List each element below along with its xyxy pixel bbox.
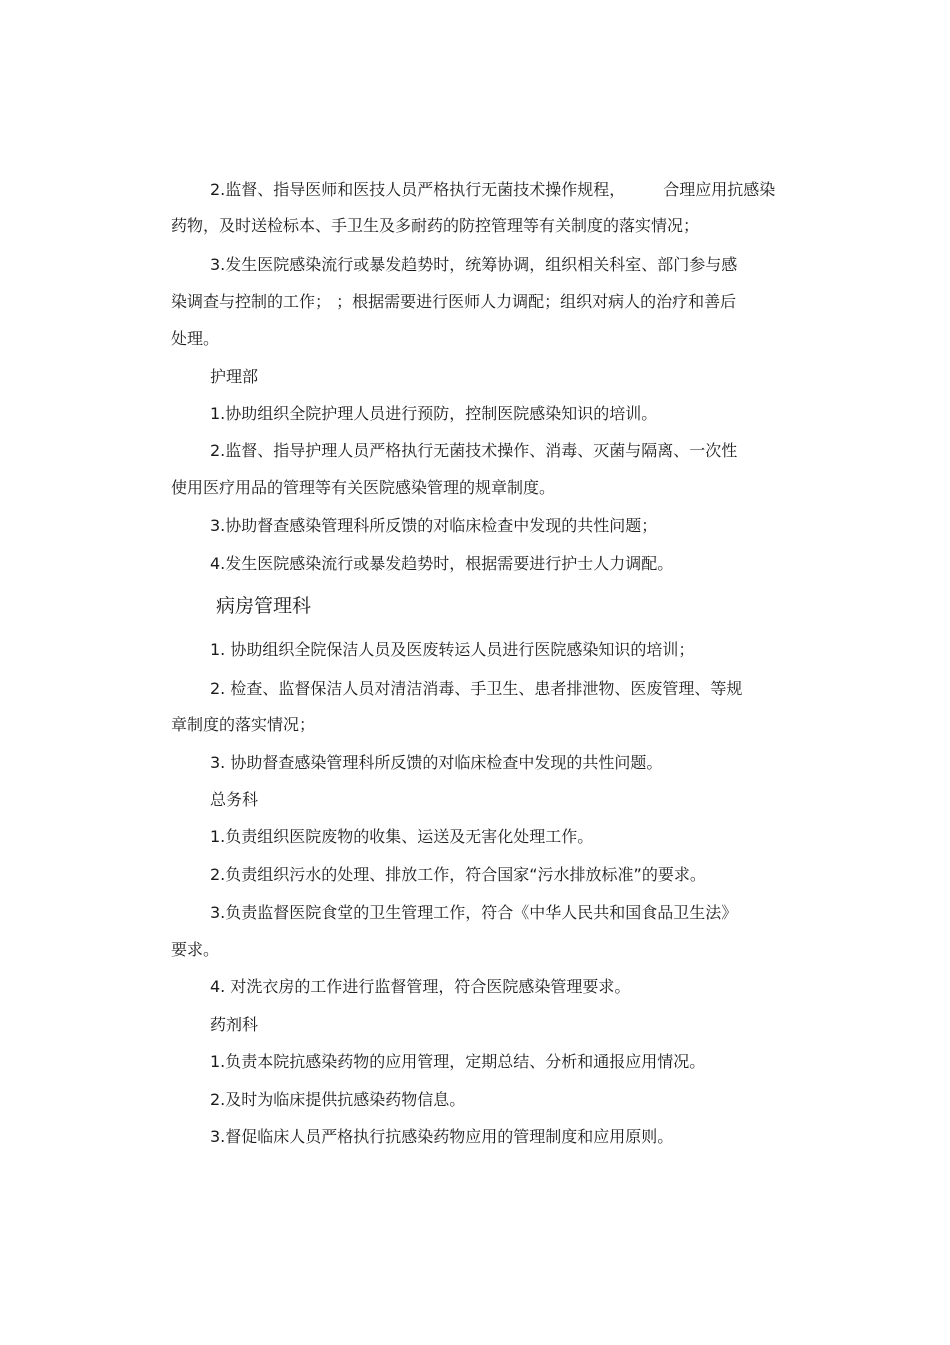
doctor-item-3-line-3: 处理。 bbox=[171, 329, 220, 348]
nursing-item-2-line-1: 2.监督、指导护理人员严格执行无菌技术操作、消毒、灭菌与隔离、一次性 bbox=[210, 441, 738, 460]
general-affairs-item-4: 4. 对洗衣房的工作进行监督管理，符合医院感染管理要求。 bbox=[210, 977, 631, 996]
doctor-item-3-line-2: 染调查与控制的工作； ；根据需要进行医师人力调配；组织对病人的治疗和善后 bbox=[171, 292, 737, 311]
general-affairs-item-3-line-1: 3.负责监督医院食堂的卫生管理工作，符合《中华人民共和国食品卫生法》 bbox=[210, 903, 738, 922]
ward-item-2-line-2: 章制度的落实情况； bbox=[171, 715, 316, 734]
general-affairs-item-1: 1.负责组织医院废物的收集、运送及无害化处理工作。 bbox=[210, 827, 594, 846]
pharmacy-heading: 药剂科 bbox=[210, 1015, 259, 1034]
doctor-item-2-continuation: 药物，及时送检标本、手卫生及多耐药的防控管理等有关制度的落实情况； bbox=[171, 216, 700, 235]
nursing-item-3: 3.协助督查感染管理科所反馈的对临床检查中发现的共性问题； bbox=[210, 516, 658, 535]
doctor-item-2-text-b: 合理应用抗感染 bbox=[663, 180, 776, 199]
ward-heading: 病房管理科 bbox=[216, 595, 312, 617]
general-affairs-item-2: 2.负责组织污水的处理、排放工作，符合国家“污水排放标准”的要求。 bbox=[210, 865, 706, 884]
ward-item-1: 1. 协助组织全院保洁人员及医废转运人员进行医院感染知识的培训； bbox=[210, 640, 695, 659]
doctor-item-2 bbox=[210, 179, 775, 201]
doctor-item-3-line-1: 3.发生医院感染流行或暴发趋势时，统筹协调，组织相关科室、部门参与感 bbox=[210, 255, 738, 274]
pharmacy-item-1: 1.负责本院抗感染药物的应用管理，定期总结、分析和通报应用情况。 bbox=[210, 1052, 706, 1071]
nursing-heading: 护理部 bbox=[210, 367, 259, 386]
nursing-item-1: 1.协助组织全院护理人员进行预防，控制医院感染知识的培训。 bbox=[210, 404, 658, 423]
pharmacy-item-2: 2.及时为临床提供抗感染药物信息。 bbox=[210, 1090, 466, 1109]
doctor-item-2-text-a: 2.监督、指导医师和医技人员严格执行无菌技术操作规程， bbox=[210, 180, 626, 199]
nursing-item-2-line-2: 使用医疗用品的管理等有关医院感染管理的规章制度。 bbox=[171, 478, 556, 497]
pharmacy-item-3: 3.督促临床人员严格执行抗感染药物应用的管理制度和应用原则。 bbox=[210, 1127, 674, 1146]
general-affairs-heading: 总务科 bbox=[210, 790, 259, 809]
general-affairs-item-3-line-2: 要求。 bbox=[171, 940, 220, 959]
nursing-item-4: 4.发生医院感染流行或暴发趋势时，根据需要进行护士人力调配。 bbox=[210, 554, 674, 573]
ward-item-3: 3. 协助督查感染管理科所反馈的对临床检查中发现的共性问题。 bbox=[210, 753, 663, 772]
ward-item-2-line-1: 2. 检查、监督保洁人员对清洁消毒、手卫生、患者排泄物、医废管理、等规 bbox=[210, 679, 743, 698]
